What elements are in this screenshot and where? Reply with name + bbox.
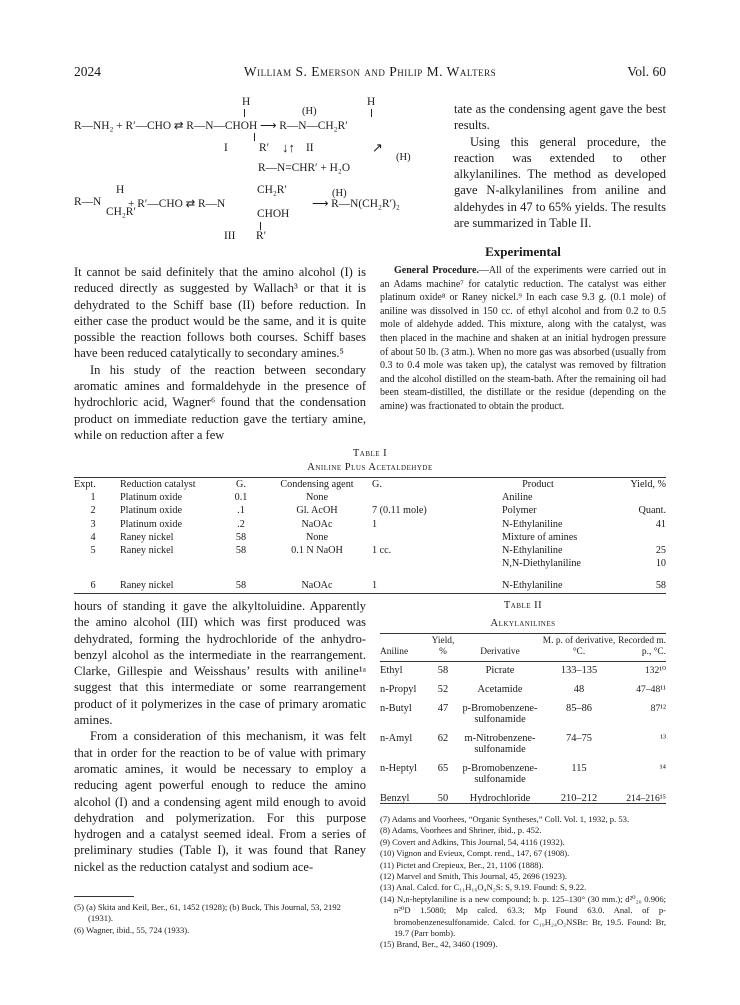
table2-header-cell: Derivative [480,646,520,657]
table2-row [380,662,666,677]
table1-header-cell: Yield, % [630,479,666,490]
table2-cell: 50 [437,793,449,804]
scheme-r-prime: R′ [259,142,270,154]
table2-cell: n-Heptyl [380,763,417,774]
table1-cell: Raney nickel [120,580,174,592]
paragraph: It cannot be said definitely that the amino alcohol (I) is reduced directly as suggested by Wallach³ or that it is dehydrated to the Schiff base (II) before reduction. In either case the product would be the same, and it is quite possible the reaction follows both courses. Schiff bases have been reduced catalytically to secondary amines.⁵ [74,265,366,361]
table2-cell [458,676,542,695]
table2-header-row [380,636,666,657]
table2-title: Table II [503,600,543,611]
table2-cell: 214–216¹⁵ [626,793,666,804]
scheme-l3-left-sub: CH₂R′ [106,206,136,218]
procedure-lead: General Procedure. [394,265,479,276]
derivative-line: Picrate [485,665,515,676]
table2-cell: 132¹⁰ [644,665,666,676]
table2-row [380,676,666,695]
table1-cell: 41 [655,518,666,530]
derivative-line: m-Nitrobenzene- [464,733,536,744]
table1-subtitle: Aniline Plus Acetaldehyde [307,462,433,473]
derivative-line-2: sulfonamide [474,714,526,725]
table2-cell: 74–75 [566,733,592,744]
table2-cell [458,695,542,725]
table2-header-cell: Recorded m. p., °C. [618,636,666,657]
experimental-procedure [380,264,666,414]
table1-cell [220,558,262,571]
footnote: (10) Vignon and Evieux, Compt. rend., 147, 67 (1908). [380,848,570,859]
table1-cell: 58 [235,544,247,556]
scheme-bond [244,109,245,117]
table1-row [74,545,666,558]
table2-cell: ¹⁴ [659,763,666,774]
scheme-equilibrium-arrows: ↓↑ [282,140,295,155]
table1-cell [608,532,666,545]
table1-cell: N-Ethylaniline [502,518,563,530]
table2-cell [458,725,542,755]
scheme-bond [371,109,372,117]
table1-header-cell: Product [522,479,554,490]
table1-cell: N-Ethylaniline [502,544,563,556]
footnote-rule [74,896,134,897]
right-column-text-top [454,101,666,231]
table1 [74,479,666,594]
left-footnotes [74,902,366,936]
scheme-label-i: I [224,142,228,154]
table1-cell: Aniline [502,492,533,504]
table1-cell: 2 [90,505,96,517]
scheme-r-prime-3: R′ [256,230,267,242]
table1-cell [608,492,666,505]
reaction-scheme [74,96,440,264]
table1-cell: .2 [237,518,245,530]
table1-row [74,532,666,545]
table2-cell: 47 [437,703,449,714]
table1-cell: 0.1 N NaOH [291,544,343,556]
table2-cell: Ethyl [380,665,403,676]
table2-subtitle: Alkylanilines [490,618,556,629]
table2-header-cell: Yield, % [431,636,455,657]
scheme-bond [254,133,255,141]
table1-cell: None [305,492,329,504]
table1-cell: 25 [655,544,666,556]
table2 [380,636,666,804]
table2-rule-top [380,633,666,634]
table2-cell [458,662,542,677]
derivative-line: p-Bromobenzene- [462,763,538,774]
scheme-l3-right: ⟶ R—N(CH₂R′)₂ [312,198,400,210]
table1-row [74,519,666,532]
scheme-l3-mid: + R′—CHO ⇄ R—N [128,198,226,210]
table1-cell: .1 [237,505,245,517]
table1-cell: 58 [655,580,666,592]
table2-rule-bottom [380,803,666,804]
table1-cell: 0.1 [234,492,248,504]
table1-header-cell: Expt. [74,479,96,490]
paragraph: Using this general procedure, the reaction was extended to other alkylanilines. The method as developed gave N-alkylanilines from aniline and aldehydes in 47 to 65% yields. The results are summarized in Table II. [454,134,666,231]
table2-cell [458,755,542,785]
procedure-text: —All of the experiments were carried out in an Adams machine⁷ for catalytic reduction. The catalyst was either platinum oxide⁸ or Raney nickel.⁹ In each case 9.3 g. (0.1 mole) of aniline was dissolved in 150 cc. of ethyl alcohol and from 0.2 to 0.5 mole of aldehyde added. This mixture, along with the catalyst, was then placed in the machine and shaken at an initial hydrogen pressure of about 50 lb. (3 atm.). When no more gas was absorbed (usually from 0.3 to 0.4 mole was taken up), the catalyst was removed by filtration and the alcohol distilled on the steam-bath. After the remaining oil had been steam-distilled, the distillate or the residue (depending on the amine) was fractionated to obtain the product. [380,265,667,412]
derivative-line-2: sulfonamide [474,744,526,755]
table1-cell: Platinum oxide [120,492,182,504]
table2-cell: n-Amyl [380,733,413,744]
table1-cell: 7 (0.11 mole) [372,505,427,517]
footnote: (13) Anal. Calcd. for C₁₁H₁₆O₄N₂S: S, 9.19. Found: S, 9.22. [380,882,587,893]
table1-header-cell: Reduction catalyst [120,479,196,490]
footnote: (14) N,n-heptylaniline is a new compound; b. p. 125–130° (30 mm.); d²⁰₂₀ 0.906; n²⁰D 1.5080; Mp calcd. 63.3; Mp Found 63.0. Anal. of p-bromobenzenesulfonamide. Calcd. for C₁₉H₂₄O₂NSBr: Br, 19.5. Found: Br, 19.7 (Parr bomb). [380,893,666,939]
footnote: (7) Adams and Voorhees, “Organic Syntheses,” Coll. Vol. 1, 1932, p. 53. [380,814,630,824]
derivative-line-2: sulfonamide [474,774,526,785]
table2-row [380,755,666,785]
footnote: (11) Pictet and Crepieux, Ber., 21, 1106 (1888). [380,859,544,870]
table1-title: Table I [352,448,388,459]
scheme-arrow-label-1: (H) [302,106,317,117]
table2-header-cell: Aniline [380,646,409,657]
table2-cell: 87¹² [650,703,666,714]
table1-cell: Platinum oxide [120,505,182,517]
table1-row [74,571,666,591]
derivative-line: p-Bromobenzene- [462,703,538,714]
table2-cell [458,785,542,804]
left-column-text-top [74,264,366,443]
scheme-h-1: H [242,96,251,108]
left-column-text-bottom [74,598,366,875]
table1-cell: Raney nickel [120,531,174,543]
table2-cell: n-Propyl [380,684,417,695]
footnote: (12) Marvel and Smith, This Journal, 45, 2696 (1923). [380,871,567,882]
table2-cell: ¹³ [660,733,666,744]
table1-cell: None [305,531,329,543]
footnote: (9) Covert and Adkins, This Journal, 54, 4116 (1932). [380,836,565,847]
table1-cell: NaOAc [301,518,333,530]
table1-cell: N-Ethylaniline [502,580,563,592]
table1-cell: 58 [235,531,247,543]
page-number: 2024 [74,64,101,79]
table1-cell: 5 [90,544,96,556]
table2-cell: 48 [573,684,585,695]
table2-row [380,695,666,725]
table1-cell [112,558,220,571]
table2-cell: 52 [437,684,449,695]
table1-cell: 6 [90,580,96,592]
table1-rule-top [74,477,666,478]
table1-cell: Mixture of amines [502,531,578,543]
footnote: (8) Adams, Voorhees and Shriner, ibid., p. 452. [380,825,542,836]
scheme-bond [260,222,261,230]
table1-cell: 58 [235,580,247,592]
table1-row [74,492,666,505]
table1-cell: N,N-Diethylaniline [502,558,581,570]
volume-label: Vol. 60 [627,64,666,79]
paragraph: In his study of the reaction between secondary aromatic amines and formaldehyde in the presence of hydrochloric acid, Wagner⁶ found that the condensation product on immediate reduction gave the tertiary amine, while on reduction after a few [74,362,366,442]
table1-row [74,505,666,518]
table2-row [380,725,666,755]
scheme-l3-top: CH₂R′ [257,184,287,196]
table2-cell: 58 [437,665,449,676]
table1-cell: 1 [90,492,96,504]
table1-header-cell: G. [372,479,382,490]
table1-cell [372,558,468,571]
table1-cell [372,532,468,545]
paragraph: hours of standing it gave the alkyltoluidine. Apparently the amino alcohol (III) which was first produced was dehydrated, forming the hydrochloride of the anhydro-benzyl alcohol as the intermediate in the rearrangement. Clarke, Gillespie and Weisshaus’ results with aniline¹ᵃ suggest that this intermediate or some rearrangement product of it polymerizes in the case of primary aromatic amines. [74,599,366,728]
scheme-equation-2: R—N=CHR′ + H₂O [258,162,351,174]
table2-cell: 115 [571,763,587,774]
table2-cell: 133–135 [560,665,598,676]
table1-cell: 1 cc. [372,544,392,556]
table2-cell: n-Butyl [380,703,412,714]
table1-cell [74,558,112,571]
paragraph: tate as the condensing agent gave the best results. [454,102,666,133]
running-head-authors: William S. Emerson and Philip M. Walters [243,64,497,79]
scheme-l3-h: H [116,184,125,196]
table1-cell [262,558,372,571]
table2-header-cell: M. p. of derivative, °C. [542,636,616,657]
table1-cell: 3 [90,518,96,530]
table2-cell: Benzyl [380,793,410,804]
scheme-arrow-label-3: (H) [332,188,347,199]
table1-cell [372,492,468,505]
table1-header-cell: G. [236,479,246,490]
scheme-h-2: H [367,96,376,108]
table1-header-row [74,479,666,492]
table1-cell: Polymer [502,505,537,517]
table1-cell: 1 [372,580,378,592]
table1-cell: 10 [655,558,666,570]
scheme-equation-1: R—NH₂ + R′—CHO ⇄ R—N—CHOH ⟶ R—N—CH₂R′ [74,120,348,132]
table1-row [74,558,666,571]
table2-cell: 47–48¹¹ [636,684,666,695]
table1-cell: 4 [90,531,96,543]
table2-cell: 210–212 [560,793,598,804]
scheme-label-iii: III [224,230,236,242]
derivative-line: Hydrochloride [469,793,531,804]
table1-cell: Gl. AcOH [296,505,338,517]
footnote: (5) (a) Skita and Keil, Ber., 61, 1452 (1928); (b) Buck, This Journal, 53, 2192 (1931). [74,902,341,924]
scheme-label-ii: II [306,142,314,154]
table1-cell: NaOAc [301,580,333,592]
table2-cell: 65 [437,763,449,774]
scheme-arrow-label-2: (H) [396,152,411,163]
scheme-arrow-up: ↗ [372,140,383,155]
table1-cell: Quant. [638,505,666,517]
table2-cell: 62 [437,733,449,744]
table2-row [380,785,666,804]
right-footnotes [380,814,666,951]
derivative-line: Acetamide [477,684,523,695]
footnote: (6) Wagner, ibid., 55, 724 (1933). [74,924,190,935]
section-heading-experimental: Experimental [485,244,561,259]
table2-cell: 85–86 [566,703,592,714]
table1-cell: Platinum oxide [120,518,182,530]
paragraph: From a consideration of this mechanism, it was felt that in order for the reaction to be of value with primary aromatic amines, it would be necessary to employ a reducing agent powerful enough to reduce the amino alcohol (I) and a condensing agent mild enough to avoid dehydration and polymerization. For this purpose hydrogen and a catalyst seemed ideal. From a series of preliminary studies (Table I), it was found that Raney nickel as the reduction catalyst and sodium ace- [74,729,366,874]
table1-cell: Raney nickel [120,544,174,556]
table1-cell: 1 [372,518,378,530]
table1-header-cell: Condensing agent [280,479,354,490]
scheme-l3-bottom: CHOH [257,208,290,220]
scheme-l3-left: R—N [74,196,102,208]
footnote: (15) Brand, Ber., 42, 3460 (1909). [380,939,498,950]
